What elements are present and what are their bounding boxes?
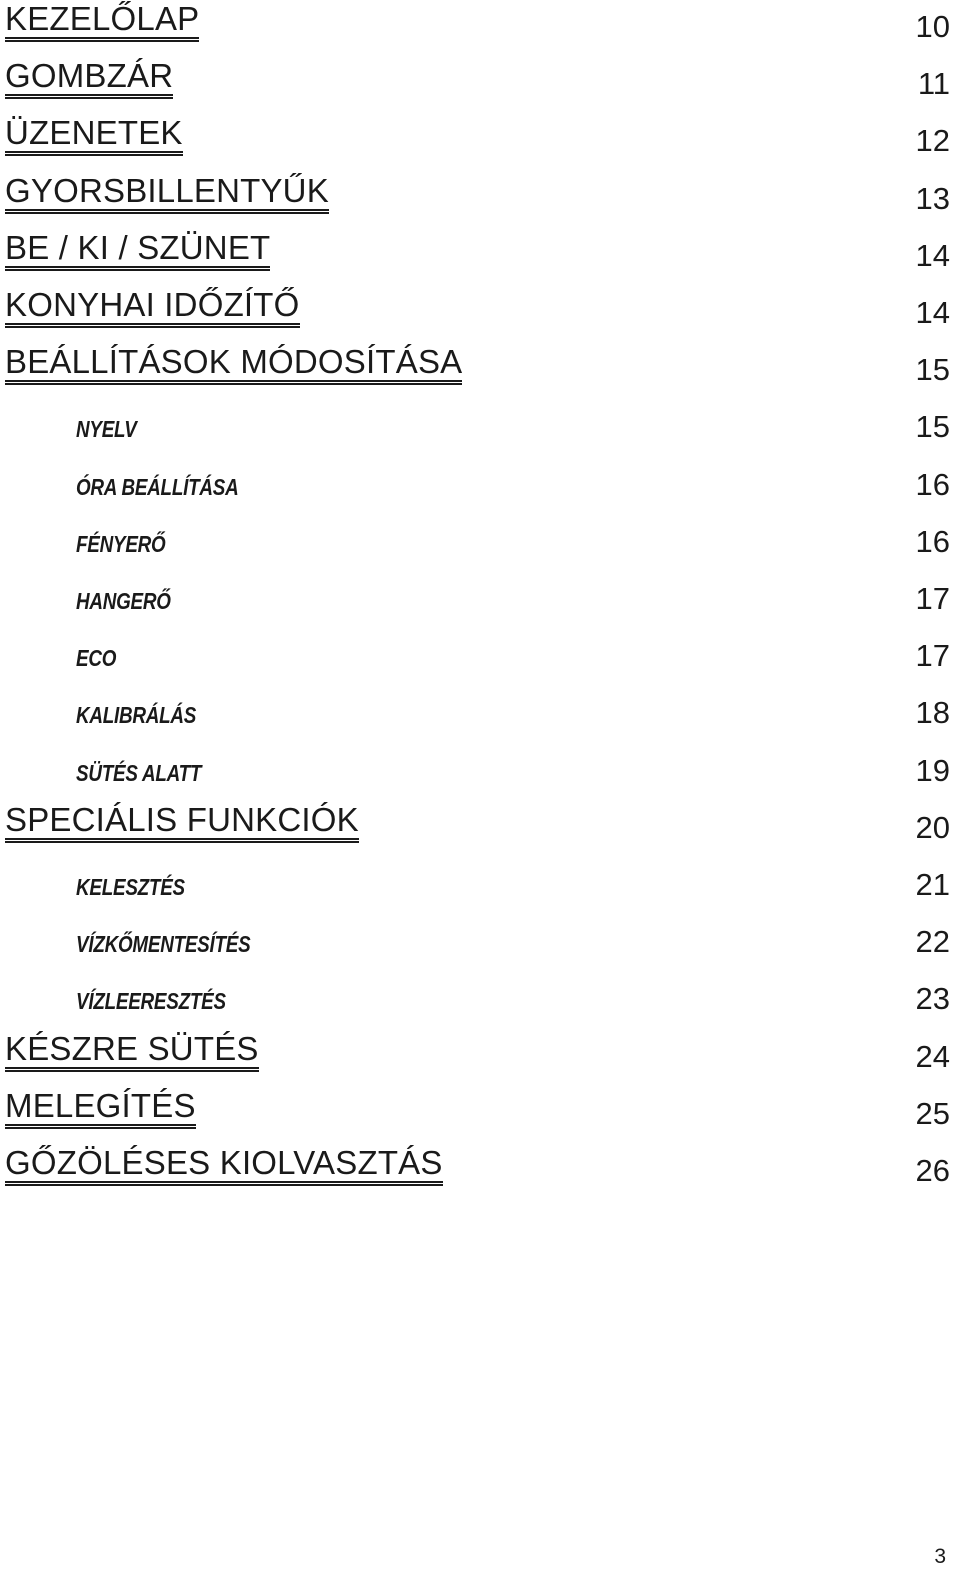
toc-entry-title: KONYHAI IDŐZÍTŐ (5, 288, 300, 328)
toc-subentry[interactable] (0, 458, 960, 516)
toc-entry-page: 26 (915, 1153, 950, 1188)
toc-entry-title: KELESZTÉS (76, 874, 185, 900)
toc-entry-title: NYELV (76, 416, 137, 443)
toc-entry-title: SÜTÉS ALATT (76, 759, 202, 786)
toc-subentry[interactable] (0, 515, 960, 573)
toc-entry[interactable] (0, 1087, 960, 1145)
toc-subentry[interactable] (0, 858, 960, 916)
toc-entry[interactable] (0, 229, 960, 287)
toc-entry-page: 19 (915, 752, 950, 788)
toc-entry[interactable] (0, 1144, 960, 1202)
toc-entry-title: BEÁLLÍTÁSOK MÓDOSÍTÁSA (5, 345, 462, 385)
toc-entry-page: 12 (915, 123, 950, 159)
toc-entry-page: 24 (915, 1038, 950, 1074)
toc-entry-title: GOMBZÁR (5, 59, 173, 99)
toc-subentry[interactable] (0, 686, 960, 744)
toc-entry-title: SPECIÁLIS FUNKCIÓK (5, 803, 359, 843)
toc-entry-title: KALIBRÁLÁS (76, 702, 197, 729)
toc-entry-page: 14 (915, 237, 950, 273)
toc-entry-page: 25 (915, 1095, 950, 1131)
toc-entry-page: 14 (915, 295, 950, 330)
toc-entry-title: GYORSBILLENTYŰK (5, 174, 329, 214)
toc-entry-page: 11 (917, 66, 950, 102)
toc-entry-title: HANGERŐ (76, 588, 171, 614)
toc-entry-page: 17 (915, 581, 950, 616)
toc-entry-page: 13 (915, 180, 950, 216)
toc-entry-title: ÜZENETEK (5, 116, 183, 156)
toc-entry-page: 16 (915, 466, 950, 502)
toc-entry-title: ECO (76, 645, 117, 672)
toc-entry-title: KÉSZRE SÜTÉS (5, 1032, 259, 1072)
toc-entry[interactable] (0, 801, 960, 859)
toc-entry[interactable] (0, 114, 960, 172)
toc-subentry[interactable] (0, 915, 960, 973)
toc-entry-page: 22 (915, 924, 950, 960)
toc-entry-title: FÉNYERŐ (76, 530, 166, 557)
toc-entry-title: MELEGÍTÉS (5, 1089, 196, 1129)
toc-entry-page: 10 (915, 9, 950, 44)
toc-entry-title: BE / KI / SZÜNET (5, 231, 270, 271)
toc-entry-title: GŐZÖLÉSES KIOLVASZTÁS (5, 1146, 443, 1186)
toc-entry-page: 21 (915, 867, 950, 902)
toc-entry-page: 20 (915, 809, 950, 845)
toc-subentry[interactable] (0, 572, 960, 630)
toc-subentry[interactable] (0, 629, 960, 687)
toc-entry-title: VÍZKŐMENTESÍTÉS (76, 931, 251, 958)
toc-entry[interactable] (0, 1030, 960, 1088)
toc-entry[interactable] (0, 172, 960, 230)
toc-entry-page: 17 (915, 638, 950, 674)
toc-entry-page: 15 (915, 352, 950, 388)
toc-entry[interactable] (0, 0, 960, 58)
toc-entry-title: ÓRA BEÁLLÍTÁSA (76, 473, 239, 500)
toc-entry[interactable] (0, 286, 960, 344)
toc-entry-page: 15 (915, 409, 950, 445)
toc-subentry[interactable] (0, 400, 960, 458)
toc-entry-page: 16 (915, 523, 950, 559)
toc-entry-page: 18 (915, 695, 950, 731)
page-number: 3 (934, 1545, 946, 1568)
toc-subentry[interactable] (0, 744, 960, 802)
toc-entry-title: VÍZLEERESZTÉS (76, 988, 226, 1015)
toc-entry[interactable] (0, 57, 960, 115)
toc-subentry[interactable] (0, 972, 960, 1030)
toc-entry-title: KEZELŐLAP (5, 2, 199, 42)
toc-entry-page: 23 (915, 981, 950, 1017)
toc-entry[interactable] (0, 343, 960, 401)
